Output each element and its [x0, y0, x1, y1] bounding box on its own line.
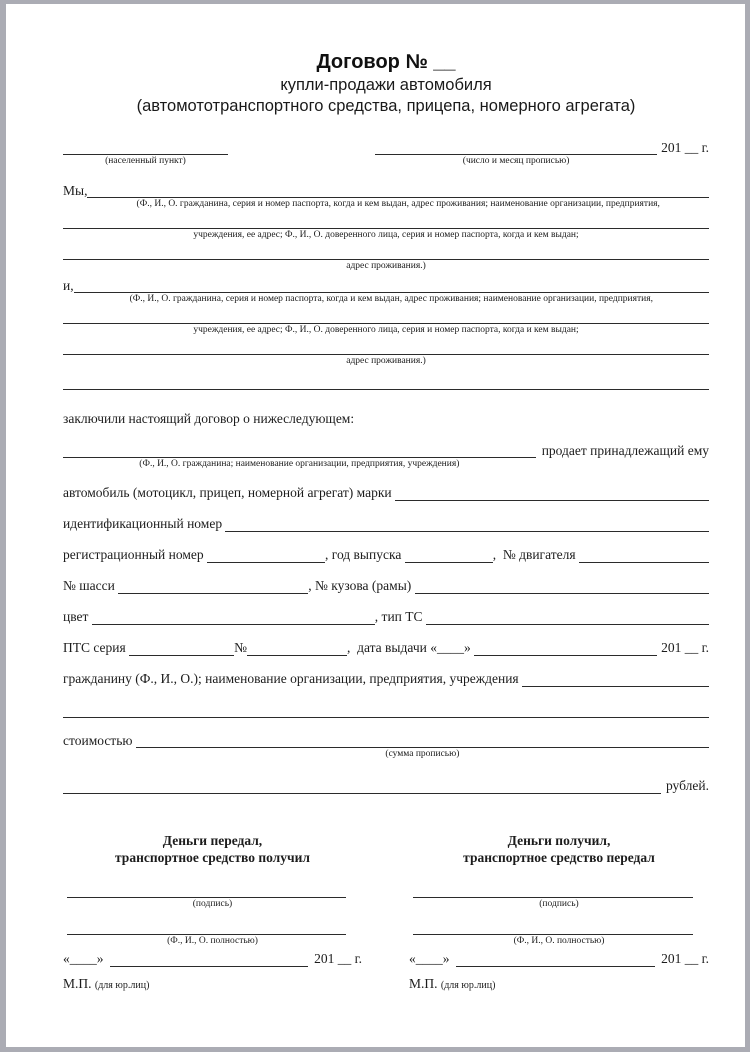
vehicle-label: автомобиль (мотоцикл, прицеп, номерной агрегат) марки — [63, 485, 396, 500]
seller-blank-line — [63, 442, 536, 458]
seller-date-blank — [456, 950, 656, 967]
seller-sign-field — [409, 882, 709, 910]
place-caption: (населенный пункт) — [105, 156, 186, 166]
form-row-buyer2 — [63, 701, 709, 718]
form-row-color — [63, 608, 709, 625]
year-of-issue-blank — [405, 546, 493, 563]
vehicle-blank — [395, 484, 709, 501]
place-field — [63, 139, 228, 167]
place-date-row — [63, 139, 709, 167]
seller-seal-note: (для юр.лиц) — [440, 980, 496, 991]
seller-name-field — [409, 919, 709, 947]
pts-date-label: , дата выдачи «____» — [346, 640, 475, 655]
buyer-seal-row — [63, 976, 362, 994]
buyer-date-open: «____» — [63, 951, 104, 966]
reg-label: регистрационный номер — [63, 547, 207, 562]
party2-row4 — [63, 373, 709, 390]
vin-blank — [225, 515, 709, 532]
doc-title: Договор № __ — [316, 51, 456, 73]
document-sheet — [6, 4, 745, 1047]
reg-blank — [207, 546, 325, 563]
seller-sig-title2: транспортное средство передал — [463, 850, 655, 865]
party1-caption3: адрес проживания.) — [346, 261, 426, 271]
seller-name-blank — [413, 919, 693, 935]
buyer-sig-title1: Деньги передал, — [162, 833, 263, 848]
party2-row — [63, 277, 709, 305]
engine-label: , № двигателя — [492, 547, 579, 562]
sells-label: продает принадлежащий ему — [541, 443, 709, 458]
party2-caption3: адрес проживания.) — [346, 356, 426, 366]
chassis-blank — [118, 577, 308, 594]
type-blank — [426, 608, 709, 625]
buyer-date-year: 201 __ г. — [314, 951, 362, 966]
buyer-name-field — [63, 919, 362, 947]
signature-block-seller — [409, 832, 709, 994]
seller-sig-title1: Деньги получил, — [507, 833, 611, 848]
party2-blank-line — [74, 277, 709, 293]
seller-seal-row — [409, 976, 709, 994]
party2-blank-line4 — [63, 373, 709, 390]
body-label: , № кузова (рамы) — [308, 578, 415, 593]
buyer-sign-caption: (подпись) — [192, 899, 233, 909]
seller-date-year: 201 __ г. — [661, 951, 709, 966]
rubles-label: рублей. — [665, 778, 709, 793]
buyer-blank2 — [63, 701, 709, 718]
pts-number-blank — [247, 639, 347, 656]
buyer-sign-blank — [67, 882, 346, 898]
buyer-seal-label: М.П. — [63, 976, 92, 991]
party1-caption1: (Ф., И., О. гражданина, серия и номер паспорта, когда и кем выдан, адрес проживания; наименование организации, предприятия, — [136, 199, 660, 209]
type-label: , тип ТС — [374, 609, 426, 624]
seller-row — [63, 442, 709, 470]
party2-field — [74, 277, 709, 305]
year-of-issue-label: , год выпуска — [325, 547, 405, 562]
signature-block-buyer — [63, 832, 362, 994]
form-row-vin — [63, 515, 709, 532]
place-blank-line — [63, 139, 228, 155]
form-row-buyer — [63, 670, 709, 687]
year-label: 201 __ г. — [661, 140, 709, 155]
form-row-registration — [63, 546, 709, 563]
pts-series-blank — [129, 639, 234, 656]
form-row-pts — [63, 639, 709, 656]
buyer-sig-title2: транспортное средство получил — [115, 850, 310, 865]
concluded-text: заключили настоящий договор о нижеследующем: — [63, 411, 355, 426]
party1-row3 — [63, 244, 709, 272]
buyer-seal-note: (для юр.лиц) — [94, 980, 150, 991]
buyer-blank — [522, 670, 709, 687]
party2-blank-line3 — [63, 339, 709, 355]
seller-date-row — [409, 950, 709, 967]
form-row-cost — [63, 732, 709, 760]
party2-caption1: (Ф., И., О. гражданина, серия и номер паспорта, когда и кем выдан, адрес проживания; наименование организации, предприятия, — [129, 294, 653, 304]
party1-blank-line2 — [63, 213, 709, 229]
party1-blank-line — [87, 182, 709, 198]
party1-row — [63, 182, 709, 210]
pts-year-label: 201 __ г. — [661, 640, 709, 655]
party2-blank-line2 — [63, 308, 709, 324]
cost-label: стоимостью — [63, 733, 136, 748]
cost-field — [136, 732, 709, 760]
seller-caption: (Ф., И., О. гражданина; наименование организации, предприятия, учреждения) — [139, 459, 460, 469]
date-caption: (число и месяц прописью) — [462, 156, 570, 166]
and-label: и, — [63, 278, 74, 293]
cost-caption: (сумма прописью) — [385, 749, 460, 759]
form-row-rubles — [63, 777, 709, 794]
color-label: цвет — [63, 609, 92, 624]
seller-sign-blank — [413, 882, 693, 898]
buyer-label: гражданину (Ф., И., О.); наименование организации, предприятия, учреждения — [63, 671, 523, 686]
body-blank — [415, 577, 709, 594]
chassis-label: № шасси — [63, 578, 119, 593]
form-row-vehicle — [63, 484, 709, 501]
we-label: Мы, — [63, 183, 88, 198]
cost-blank-line — [136, 732, 709, 748]
party2-row3 — [63, 339, 709, 367]
party1-field — [87, 182, 709, 210]
party1-blank-line3 — [63, 244, 709, 260]
engine-blank — [579, 546, 709, 563]
doc-subtitle2: (автомототранспортного средства, прицепа, номерного агрегата) — [136, 97, 636, 115]
party2-row2 — [63, 308, 709, 336]
seller-field — [63, 442, 536, 470]
date-field — [375, 139, 657, 167]
date-blank-line — [375, 139, 657, 155]
buyer-name-caption: (Ф., И., О. полностью) — [167, 936, 258, 946]
color-blank — [92, 608, 375, 625]
signatures-section — [63, 832, 709, 994]
party1-row2 — [63, 213, 709, 241]
seller-sign-caption: (подпись) — [539, 899, 579, 909]
pts-number-sign: № — [234, 640, 247, 655]
seller-name-caption: (Ф., И., О. полностью) — [513, 936, 605, 946]
party2-caption2: учреждения, ее адрес; Ф., И., О. доверенного лица, серия и номер паспорта, когда и кем выдан; — [193, 325, 579, 335]
pts-label: ПТС серия — [63, 640, 130, 655]
buyer-date-blank — [110, 950, 309, 967]
rubles-blank — [63, 777, 661, 794]
party1-caption2: учреждения, ее адрес; Ф., И., О. доверенного лица, серия и номер паспорта, когда и кем выдан; — [193, 230, 579, 240]
vin-label: идентификационный номер — [63, 516, 226, 531]
signature-gap — [362, 832, 409, 994]
doc-subtitle: купли-продажи автомобиля — [280, 76, 492, 94]
seller-seal-label: М.П. — [409, 976, 438, 991]
buyer-sign-field — [63, 882, 362, 910]
seller-date-open: «____» — [409, 951, 450, 966]
pts-date-blank — [474, 639, 657, 656]
form-row-chassis — [63, 577, 709, 594]
buyer-name-blank — [67, 919, 346, 935]
buyer-date-row — [63, 950, 362, 967]
spacer — [228, 139, 375, 167]
